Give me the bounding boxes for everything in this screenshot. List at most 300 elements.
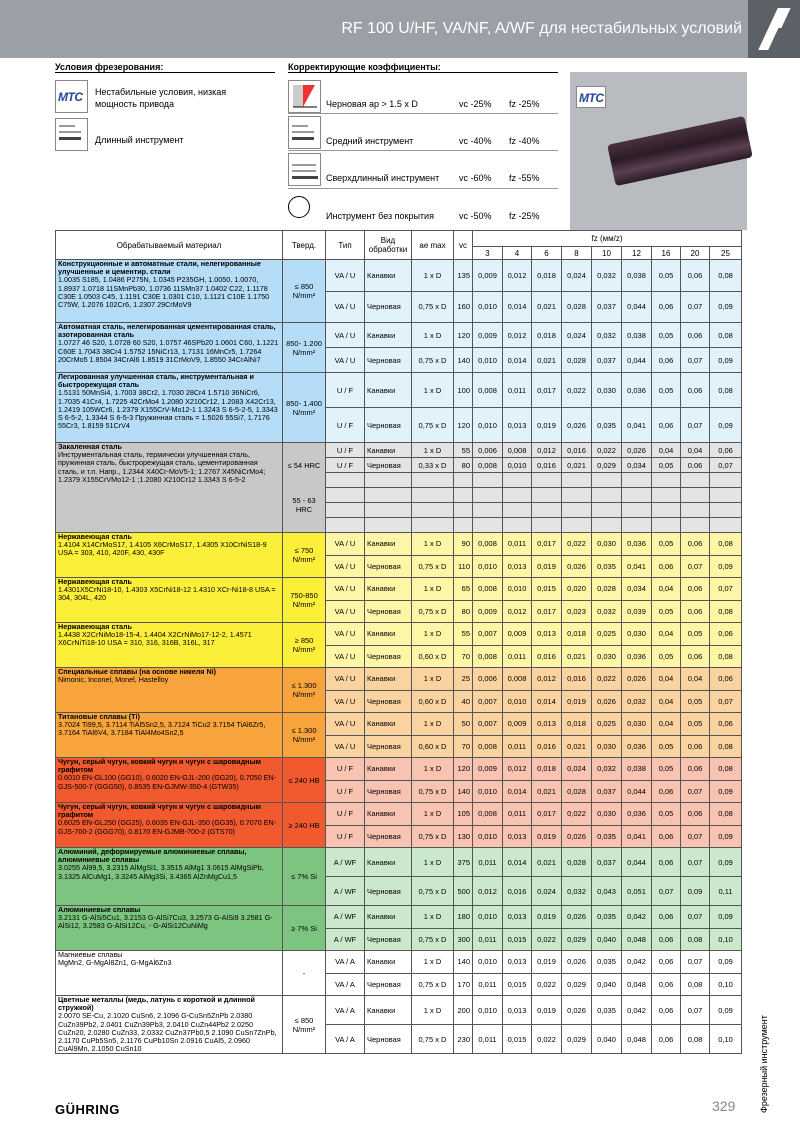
hardness-value: ≤ 850 N/mm²: [292, 1015, 316, 1034]
type-cell: U / F: [326, 825, 365, 848]
col-vc: vc: [454, 231, 473, 260]
material-cell: [56, 373, 283, 443]
fz-cell: 0,019: [532, 408, 562, 443]
fz-cell: 0,007: [473, 713, 503, 736]
fz-cell: 0,018: [532, 260, 562, 292]
hardness-cell: [283, 668, 326, 713]
divider: [288, 150, 558, 151]
table-row: [56, 578, 742, 601]
material-group-name: Легированная улучшенная сталь, инструментальная и быстрорежущая сталь: [58, 372, 254, 390]
fz-cell: 0,10: [710, 928, 742, 951]
empty-cell: [592, 488, 622, 503]
uncoated-circle-icon: [288, 196, 310, 218]
vc-cell: 300: [454, 928, 473, 951]
machining-cell: Канавки: [365, 906, 412, 929]
table-row: [56, 758, 742, 781]
vc-cell: 55: [454, 623, 473, 646]
fz-cell: 0,017: [532, 803, 562, 826]
fz-cell: 0,06: [652, 973, 681, 996]
table-row: [56, 323, 742, 348]
fz-cell: 0,022: [532, 928, 562, 951]
col-diameter: 20: [681, 247, 710, 260]
fz-cell: 0,036: [622, 735, 652, 758]
ae-cell: 0,75 x D: [412, 877, 454, 906]
hardness-value: ≤ 750 N/mm²: [292, 546, 316, 564]
fz-cell: 0,012: [503, 758, 532, 781]
fz-cell: 0,04: [652, 578, 681, 601]
fz-cell: 0,05: [652, 533, 681, 556]
fz-cell: 0,030: [622, 713, 652, 736]
fz-cell: 0,032: [592, 600, 622, 623]
vc-cell: 80: [454, 458, 473, 473]
fz-cell: 0,011: [503, 645, 532, 668]
ae-cell: 1 x D: [412, 623, 454, 646]
fz-cell: 0,021: [562, 645, 592, 668]
material-grades: 0.6025 EN-GL250 (GG25), 0.6035 EN-GJL-350 (GG35), 0.7070 EN-GJS-700-2 (GGG70), 0.8170 EN-GJMB-700-2 (GTS70): [58, 818, 277, 836]
ae-cell: 1 x D: [412, 848, 454, 877]
col-diameter: 8: [562, 247, 592, 260]
vc-cell: 130: [454, 825, 473, 848]
fz-cell: 0,08: [710, 803, 742, 826]
fz-cell: 0,040: [592, 973, 622, 996]
fz-cell: 0,013: [503, 996, 532, 1025]
col-material: Обрабатываемый материал: [56, 231, 283, 260]
table-row: [56, 713, 742, 736]
fz-cell: 0,011: [473, 848, 503, 877]
fz-cell: 0,010: [473, 348, 503, 373]
fz-cell: 0,037: [592, 780, 622, 803]
fz-cell: 0,07: [681, 348, 710, 373]
fz-cell: 0,021: [532, 848, 562, 877]
hardness-cell: [283, 533, 326, 578]
table-row: [56, 848, 742, 877]
type-cell: VA / U: [326, 623, 365, 646]
fz-cell: 0,029: [562, 928, 592, 951]
fz-cell: 0,07: [681, 996, 710, 1025]
fz-cell: 0,018: [562, 713, 592, 736]
material-cell: [56, 951, 283, 996]
table-row: [56, 260, 742, 292]
fz-cell: 0,021: [532, 348, 562, 373]
fz-cell: 0,035: [592, 555, 622, 578]
table-row: [56, 803, 742, 826]
hardness-value: 850- 1.200 N/mm²: [286, 338, 322, 357]
empty-cell: [473, 488, 503, 503]
fz-cell: 0,022: [562, 803, 592, 826]
material-cell: [56, 713, 283, 758]
fz-cell: 0,014: [503, 291, 532, 323]
correction-fz: fz -55%: [509, 173, 540, 183]
fz-cell: 0,09: [681, 877, 710, 906]
fz-cell: 0,019: [532, 996, 562, 1025]
fz-cell: 0,028: [562, 291, 592, 323]
fz-cell: 0,026: [562, 996, 592, 1025]
brand-stripe-logo: [748, 0, 800, 58]
table-row: [56, 668, 742, 691]
type-cell: U / F: [326, 803, 365, 826]
ae-cell: 1 x D: [412, 533, 454, 556]
tool-photo: [570, 72, 747, 230]
type-cell: U / F: [326, 443, 365, 458]
fz-cell: 0,013: [532, 713, 562, 736]
vc-cell: 170: [454, 973, 473, 996]
empty-cell: [365, 518, 412, 533]
ae-cell: 1 x D: [412, 758, 454, 781]
fz-cell: 0,07: [681, 906, 710, 929]
fz-cell: 0,09: [710, 555, 742, 578]
ae-cell: 0,75 x D: [412, 1025, 454, 1054]
vc-cell: 105: [454, 803, 473, 826]
empty-cell: [365, 503, 412, 518]
page-header: [0, 0, 800, 58]
fz-cell: 0,06: [681, 533, 710, 556]
fz-cell: 0,044: [622, 348, 652, 373]
empty-cell: [326, 473, 365, 488]
empty-cell: [710, 488, 742, 503]
fz-cell: 0,030: [592, 645, 622, 668]
col-diameter: 12: [622, 247, 652, 260]
fz-cell: 0,07: [710, 458, 742, 473]
fz-cell: 0,044: [622, 848, 652, 877]
fz-cell: 0,011: [473, 973, 503, 996]
type-cell: VA / A: [326, 996, 365, 1025]
fz-cell: 0,012: [532, 668, 562, 691]
fz-cell: 0,010: [473, 825, 503, 848]
fz-cell: 0,10: [710, 1025, 742, 1054]
fz-cell: 0,06: [652, 906, 681, 929]
empty-cell: [652, 503, 681, 518]
material-cell: [56, 803, 283, 848]
fz-cell: 0,051: [622, 877, 652, 906]
fz-cell: 0,028: [562, 348, 592, 373]
material-group-name: Нержавеющая сталь: [58, 532, 132, 541]
fz-cell: 0,016: [503, 877, 532, 906]
machining-cell: Канавки: [365, 533, 412, 556]
empty-cell: [503, 473, 532, 488]
fz-cell: 0,034: [622, 578, 652, 601]
fz-cell: 0,08: [710, 600, 742, 623]
fz-cell: 0,009: [503, 713, 532, 736]
fz-cell: 0,030: [622, 623, 652, 646]
fz-cell: 0,036: [622, 645, 652, 668]
fz-cell: 0,015: [503, 973, 532, 996]
fz-cell: 0,06: [652, 928, 681, 951]
medium-tool-icon: [288, 116, 321, 149]
fz-cell: 0,04: [652, 623, 681, 646]
fz-cell: 0,036: [622, 373, 652, 408]
type-cell: VA / U: [326, 690, 365, 713]
fz-cell: 0,05: [652, 260, 681, 292]
material-cell: [56, 623, 283, 668]
empty-cell: [412, 503, 454, 518]
material-group-name: Автоматная сталь, нелегированная цементированная сталь, азотированная сталь: [58, 322, 276, 340]
fz-cell: 0,024: [532, 877, 562, 906]
fz-cell: 0,08: [710, 373, 742, 408]
fz-cell: 0,06: [652, 951, 681, 974]
vc-cell: 25: [454, 668, 473, 691]
fz-cell: 0,08: [710, 533, 742, 556]
fz-cell: 0,025: [592, 713, 622, 736]
type-cell: VA / A: [326, 951, 365, 974]
fz-cell: 0,041: [622, 825, 652, 848]
ae-cell: 1 x D: [412, 906, 454, 929]
vc-cell: 65: [454, 578, 473, 601]
ae-cell: 0,75 x D: [412, 928, 454, 951]
material-cell: [56, 578, 283, 623]
fz-cell: 0,014: [503, 348, 532, 373]
fz-cell: 0,008: [503, 443, 532, 458]
vc-cell: 375: [454, 848, 473, 877]
vc-cell: 140: [454, 951, 473, 974]
fz-cell: 0,013: [503, 825, 532, 848]
fz-cell: 0,011: [503, 803, 532, 826]
fz-cell: 0,009: [473, 260, 503, 292]
machining-cell: Черновая: [365, 690, 412, 713]
fz-cell: 0,008: [473, 373, 503, 408]
table-row: [56, 951, 742, 974]
machining-cell: Канавки: [365, 668, 412, 691]
fz-cell: 0,06: [681, 645, 710, 668]
fz-cell: 0,09: [710, 848, 742, 877]
fz-cell: 0,05: [652, 600, 681, 623]
empty-cell: [592, 473, 622, 488]
empty-cell: [710, 503, 742, 518]
fz-cell: 0,019: [532, 825, 562, 848]
ae-cell: 1 x D: [412, 373, 454, 408]
fz-cell: 0,09: [710, 906, 742, 929]
fz-cell: 0,08: [710, 645, 742, 668]
empty-cell: [326, 503, 365, 518]
hardness-cell: [283, 323, 326, 373]
fz-cell: 0,042: [622, 996, 652, 1025]
fz-cell: 0,007: [473, 690, 503, 713]
material-grades: 1.0727 46 S20, 1.0728 60 S20, 1.0757 46SPb20 1.0601 C60, 1.1221 C60E 1.7043 38Cr4 1.5752 15NiCr13, 1.7131 16MnCr5, 1.7264 20CrMo5 1.8504 34CrAl6 1.8519 31CrMoV9, 1.8550 34CrAlNi7: [58, 338, 279, 364]
hardness-cell: [283, 373, 326, 443]
fz-cell: 0,09: [710, 996, 742, 1025]
ae-cell: 1 x D: [412, 443, 454, 458]
col-diameter: 6: [532, 247, 562, 260]
vc-cell: 500: [454, 877, 473, 906]
fz-cell: 0,06: [681, 260, 710, 292]
fz-cell: 0,024: [562, 260, 592, 292]
fz-cell: 0,06: [710, 713, 742, 736]
fz-cell: 0,021: [532, 291, 562, 323]
fz-cell: 0,034: [622, 458, 652, 473]
material-cell: [56, 848, 283, 906]
fz-cell: 0,05: [681, 690, 710, 713]
fz-cell: 0,021: [562, 735, 592, 758]
conditions-heading: Условия фрезерования:: [55, 62, 275, 73]
machining-cell: Канавки: [365, 803, 412, 826]
material-group-name: Закаленная сталь: [58, 442, 122, 451]
fz-cell: 0,010: [503, 458, 532, 473]
vc-cell: 200: [454, 996, 473, 1025]
fz-cell: 0,029: [562, 973, 592, 996]
type-cell: U / F: [326, 458, 365, 473]
fz-cell: 0,035: [592, 951, 622, 974]
fz-cell: 0,008: [473, 735, 503, 758]
ae-cell: 1 x D: [412, 578, 454, 601]
fz-cell: 0,030: [592, 803, 622, 826]
type-cell: VA / U: [326, 291, 365, 323]
fz-cell: 0,012: [503, 600, 532, 623]
material-grades: Инструментальная сталь, термически улучшенная сталь, пружинная сталь, быстрорежущая сталь, цементированная сталь, и т.п. Напр., 1.2344 X40Cr-MoV5-1; 1.2767 X45NiCrMo4; 1.2379 X155CrVMo12-1 ;1.2080 X210Cr12 1.3343 S 6-5-2: [58, 450, 266, 484]
material-cell: [56, 996, 283, 1054]
fz-cell: 0,026: [562, 951, 592, 974]
fz-cell: 0,040: [592, 928, 622, 951]
fz-cell: 0,06: [681, 578, 710, 601]
empty-cell: [681, 518, 710, 533]
fz-cell: 0,012: [473, 877, 503, 906]
fz-cell: 0,06: [652, 1025, 681, 1054]
material-group-name: Нержавеющая сталь: [58, 577, 132, 586]
machining-cell: Черновая: [365, 973, 412, 996]
fz-cell: 0,032: [592, 323, 622, 348]
type-cell: VA / U: [326, 260, 365, 292]
vc-cell: 70: [454, 735, 473, 758]
fz-cell: 0,032: [622, 690, 652, 713]
fz-cell: 0,06: [681, 803, 710, 826]
machining-cell: Черновая: [365, 1025, 412, 1054]
mtc-icon: MTC: [576, 86, 606, 108]
empty-cell: [562, 473, 592, 488]
fz-cell: 0,023: [562, 600, 592, 623]
fz-cell: 0,07: [681, 825, 710, 848]
fz-cell: 0,07: [652, 877, 681, 906]
fz-cell: 0,008: [473, 645, 503, 668]
empty-cell: [592, 503, 622, 518]
fz-cell: 0,06: [681, 600, 710, 623]
fz-cell: 0,039: [622, 600, 652, 623]
col-ae: ae max: [412, 231, 454, 260]
material-grades: 2.0070 SE-Cu, 2.1020 CuSn6, 2.1096 G-CuSn5ZnPb 2.0380 CuZn39Pb2, 2.0401 CuZn39Pb3, 2.0410 CuZn44Pb2 2.0250 CuZn20, 2.0280 CuZn33, 2.0332 CuZn37Pb0,5 2.1090 CuSn7ZnPb, 2.1170 CuPb5Sn5, 2.1176 CuPb10Sn 2.0916 CuAl5, 2.0960 CuAl9Mn, 2.1050 CuSn10: [58, 1011, 277, 1054]
machining-cell: Черновая: [365, 780, 412, 803]
fz-cell: 0,038: [622, 758, 652, 781]
col-type: Тип: [326, 231, 365, 260]
hardness-value: -: [302, 968, 306, 978]
condition-long-tool: Длинный инструмент: [95, 135, 184, 145]
vc-cell: 80: [454, 600, 473, 623]
fz-cell: 0,04: [681, 668, 710, 691]
ae-cell: 1 x D: [412, 323, 454, 348]
empty-cell: [412, 488, 454, 503]
empty-cell: [652, 488, 681, 503]
fz-cell: 0,014: [503, 848, 532, 877]
correction-fz: fz -25%: [509, 211, 540, 221]
material-grades: 1.0035 S185, 1.0486 P275N, 1.0345 P235GH, 1.0050, 1.0070, 1.8937 1.0718 11SMnPb30, 1.0736 11SMn37 1.0402 C22, 1.1178 C30E 1.0503 C45, 1.1191 C30E 1.0301 C10, 1.1121 C10E 1.1750 C75W, 1.2076 102Cr6, 1.2307 29CrMoV9: [58, 275, 270, 310]
fz-cell: 0,026: [562, 408, 592, 443]
empty-cell: [710, 518, 742, 533]
correction-fz: fz -25%: [509, 99, 540, 109]
fz-cell: 0,008: [473, 803, 503, 826]
empty-cell: [622, 503, 652, 518]
fz-cell: 0,043: [592, 877, 622, 906]
fz-cell: 0,016: [532, 458, 562, 473]
machining-cell: Канавки: [365, 373, 412, 408]
vc-cell: 100: [454, 373, 473, 408]
long-tool-icon: [55, 118, 88, 151]
material-group-name: Магниевые сплавы: [58, 950, 123, 959]
fz-cell: 0,024: [562, 758, 592, 781]
fz-cell: 0,016: [532, 645, 562, 668]
side-tab: [752, 1008, 774, 1120]
type-cell: VA / U: [326, 600, 365, 623]
type-cell: VA / A: [326, 973, 365, 996]
fz-cell: 0,06: [681, 458, 710, 473]
ae-cell: 1 x D: [412, 951, 454, 974]
fz-cell: 0,08: [710, 260, 742, 292]
material-cell: [56, 533, 283, 578]
empty-cell: [503, 503, 532, 518]
fz-cell: 0,026: [562, 825, 592, 848]
fz-cell: 0,040: [592, 1025, 622, 1054]
ae-cell: 1 x D: [412, 713, 454, 736]
empty-cell: [622, 518, 652, 533]
fz-cell: 0,009: [473, 323, 503, 348]
fz-cell: 0,04: [652, 668, 681, 691]
empty-cell: [592, 518, 622, 533]
machining-cell: Канавки: [365, 260, 412, 292]
material-grades: 1.5131 50MnSi4, 1.7003 38Cr2, 1.7030 28Cr4 1.5710 36NiCr6, 1.7035 41Cr4, 1.7225 42CrMo4 1.2080 X210Cr12, 1.2083 X42Cr13, 1.2419 105WCr6, 1.2379 X155CrV-Mo12-1 1.3243 S 6-5-2-5, 1.3343 S 6-5-2, 1.3344 S 6-5-3 Пружинная сталь = 1.5026 55Si7, 1.7176 55Cr3, 1.8159 51CrV4: [58, 388, 278, 431]
hardness-cell: [283, 758, 326, 803]
fz-cell: 0,008: [473, 533, 503, 556]
fz-cell: 0,09: [710, 291, 742, 323]
type-cell: U / F: [326, 758, 365, 781]
fz-cell: 0,06: [652, 996, 681, 1025]
material-grades: 3.0255 Al99,5, 3.2315 AlMgSi1, 3.3515 AlMg1 3.0615 AlMgSiPb, 3.1325 AlCuMg1, 3.3245 AlMg3Si, 3.4365 AlZnMgCu1,5: [58, 863, 264, 881]
fz-cell: 0,08: [681, 973, 710, 996]
fz-cell: 0,029: [592, 458, 622, 473]
fz-cell: 0,008: [473, 578, 503, 601]
fz-cell: 0,026: [562, 555, 592, 578]
fz-cell: 0,08: [710, 758, 742, 781]
fz-cell: 0,07: [681, 555, 710, 578]
fz-cell: 0,009: [503, 623, 532, 646]
type-cell: U / F: [326, 408, 365, 443]
col-diameter: 4: [503, 247, 532, 260]
empty-cell: [681, 488, 710, 503]
fz-cell: 0,044: [622, 291, 652, 323]
correction-vc: vc -25%: [459, 99, 492, 109]
fz-cell: 0,019: [532, 951, 562, 974]
col-diameter: 25: [710, 247, 742, 260]
type-cell: U / F: [326, 780, 365, 803]
vc-cell: 230: [454, 1025, 473, 1054]
fz-cell: 0,012: [503, 323, 532, 348]
material-cell: [56, 443, 283, 533]
fz-cell: 0,017: [532, 533, 562, 556]
vc-cell: 110: [454, 555, 473, 578]
fz-cell: 0,09: [710, 825, 742, 848]
fz-cell: 0,012: [503, 260, 532, 292]
fz-cell: 0,09: [710, 951, 742, 974]
material-grades: MgMn2, G-MgAl8Zn1, G-MgAl6Zn3: [58, 958, 172, 968]
fz-cell: 0,041: [622, 408, 652, 443]
fz-cell: 0,037: [592, 848, 622, 877]
fz-cell: 0,05: [652, 735, 681, 758]
empty-cell: [532, 518, 562, 533]
type-cell: VA / U: [326, 555, 365, 578]
col-hardness: Тверд.: [283, 231, 326, 260]
ae-cell: 0,75 x D: [412, 348, 454, 373]
fz-cell: 0,019: [532, 906, 562, 929]
col-diameter: 16: [652, 247, 681, 260]
empty-cell: [652, 473, 681, 488]
material-grades: 1.4301X5CrNi18-10, 1.4303 X5CrNi18-12 1.4310 XCr-Ni18-8 USA = 304, 304L, 420: [58, 585, 276, 603]
fz-cell: 0,11: [710, 877, 742, 906]
ae-cell: 0,33 x D: [412, 458, 454, 473]
empty-cell: [412, 473, 454, 488]
